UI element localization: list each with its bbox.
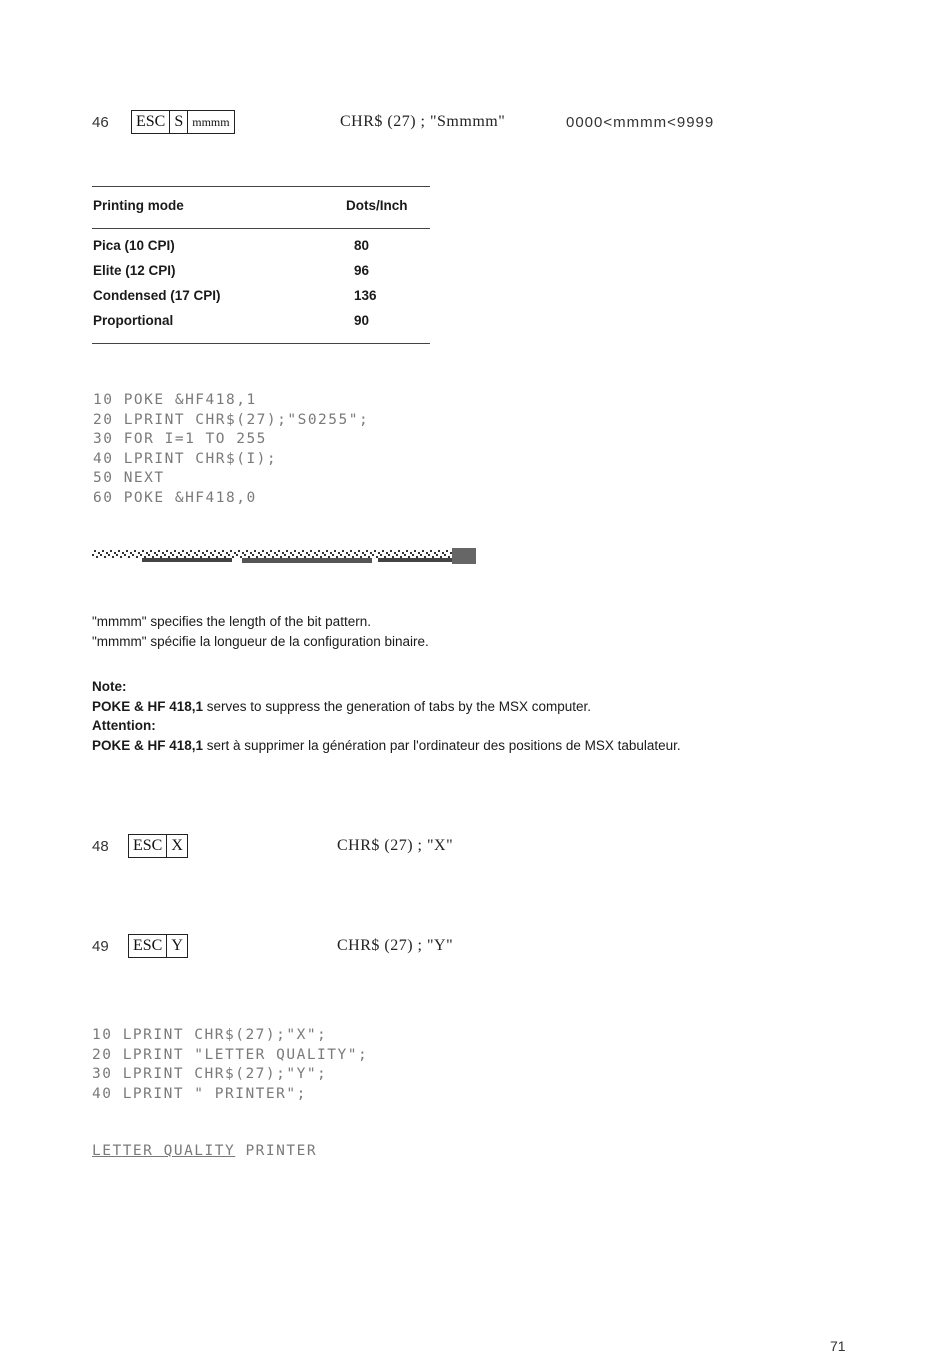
page-number: 71 [830, 1338, 846, 1354]
key-sequence-box [128, 834, 188, 858]
code-line: 20 LPRINT CHR$(27);"S0255"; [93, 411, 370, 428]
code-line: 20 LPRINT "LETTER QUALITY"; [92, 1046, 369, 1063]
key-sequence-box [128, 934, 188, 958]
table-body [93, 238, 377, 338]
code-line: 10 LPRINT CHR$(27);"X"; [92, 1027, 328, 1043]
table-bottom-rule [92, 343, 430, 344]
command-number: 49 [92, 938, 109, 955]
bit-pattern-output [92, 546, 476, 566]
table-row [93, 288, 377, 313]
table-top-rule [92, 186, 430, 187]
table-cell-dpi: 90 [354, 313, 370, 328]
note-bold: POKE & HF 418,1 [92, 698, 204, 714]
key-s: S [170, 111, 188, 133]
attention-text: sert à supprimer la génération par l'ordinateur des positions de MSX tabulateur. [203, 737, 681, 753]
value-range: 0000<mmmm<9999 [566, 114, 715, 131]
key-esc: ESC [129, 935, 167, 957]
description-block [92, 612, 429, 651]
key-esc: ESC [129, 835, 167, 857]
code-listing-2 [92, 1026, 368, 1104]
table-header-mode: Printing mode [93, 198, 184, 213]
chr-code: CHR$ (27) ; "Smmmm" [340, 113, 506, 130]
key-y: Y [171, 937, 183, 954]
table-cell-mode: Proportional [93, 313, 174, 328]
code-line: 30 FOR I=1 TO 255 [93, 431, 267, 447]
command-number: 48 [92, 838, 109, 855]
description-en: "mmmm" specifies the length of the bit pattern. [92, 614, 371, 629]
output-underlined: LETTER QUALITY [92, 1143, 236, 1159]
printing-mode-table [93, 198, 423, 213]
note-text: serves to suppress the generation of tabs by the MSX computer. [203, 698, 592, 714]
table-header-dpi: Dots/Inch [346, 198, 408, 213]
key-x: X [171, 837, 183, 854]
output-plain: PRINTER [235, 1143, 318, 1159]
attention-heading: Attention: [92, 718, 156, 733]
table-cell-mode: Pica (10 CPI) [93, 238, 175, 253]
table-cell-dpi: 136 [354, 288, 377, 303]
code-line: 40 LPRINT CHR$(I); [93, 450, 278, 467]
attention-bold: POKE & HF 418,1 [92, 737, 204, 753]
table-header-rule [92, 228, 430, 229]
code-line: 10 POKE &HF418,1 [93, 392, 257, 408]
command-number: 46 [92, 114, 109, 131]
key-mmmm: mmmm [192, 115, 230, 129]
note-block [92, 677, 852, 755]
code-line: 50 NEXT [93, 470, 165, 486]
key-sequence-box [131, 110, 235, 134]
code-line: 60 POKE &HF418,0 [93, 489, 257, 506]
chr-code: CHR$ (27) ; "X" [337, 837, 454, 854]
chr-code: CHR$ (27) ; "Y" [337, 937, 454, 954]
table-cell-dpi: 96 [354, 263, 370, 278]
table-row [93, 313, 377, 338]
table-cell-mode: Condensed (17 CPI) [93, 288, 221, 303]
table-cell-dpi: 80 [354, 238, 370, 253]
code-listing-1 [93, 391, 369, 508]
note-heading: Note: [92, 679, 127, 694]
code-line: 40 LPRINT " PRINTER"; [92, 1085, 307, 1102]
table-row [93, 263, 377, 288]
printer-output [92, 1143, 317, 1159]
code-line: 30 LPRINT CHR$(27);"Y"; [92, 1066, 328, 1082]
description-fr: "mmmm" spécifie la longueur de la configuration binaire. [92, 633, 429, 649]
table-cell-mode: Elite (12 CPI) [93, 263, 176, 278]
table-row [93, 238, 377, 263]
key-esc: ESC [132, 111, 170, 133]
